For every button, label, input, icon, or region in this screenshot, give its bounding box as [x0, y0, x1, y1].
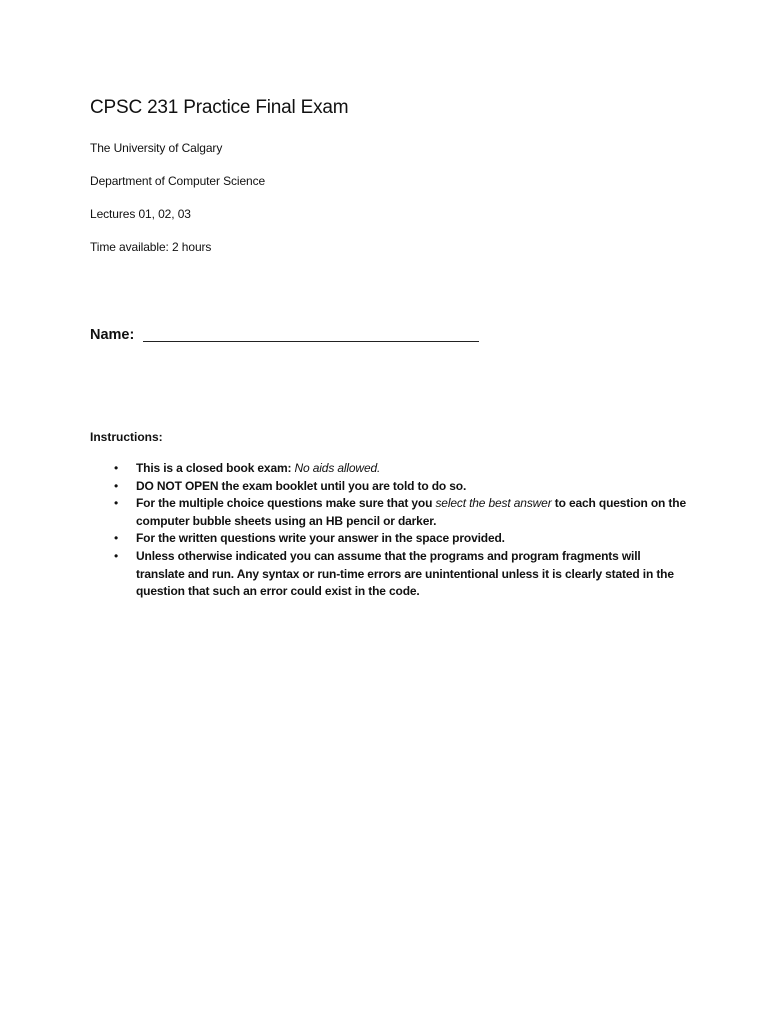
- instructions-heading: Instructions:: [90, 430, 163, 444]
- time-available: Time available: 2 hours: [90, 240, 212, 254]
- exam-title: CPSC 231 Practice Final Exam: [90, 97, 349, 118]
- bullet-icon: •: [114, 548, 119, 563]
- department-name: Department of Computer Science: [90, 174, 266, 188]
- lecture-sections: Lectures 01, 02, 03: [90, 207, 191, 221]
- instruction-text-end: .: [377, 461, 381, 475]
- instruction-text: For the multiple choice questions make sure that you: [136, 496, 436, 511]
- instruction-text: Unless otherwise indicated you can assume that the programs and program fragments will translate and run. Any syntax or run-time errors are unintentional unless it is clearly stated in the question that such an error could exist in the code.: [136, 548, 674, 599]
- instruction-emphasis: No aids allowed: [294, 461, 377, 475]
- name-label: Name:: [90, 327, 135, 343]
- bullet-icon: •: [114, 461, 119, 475]
- instruction-text: For the written questions write your answer in the space provided.: [136, 531, 505, 546]
- instructions-list: [90, 460, 690, 601]
- instruction-text: This is a closed book exam:: [136, 461, 295, 475]
- instruction-item: [90, 530, 690, 548]
- instruction-item: [90, 460, 690, 478]
- instruction-item: [90, 478, 690, 496]
- instruction-text-end: to each question on the computer bubble sheets using an HB pencil or darker.: [136, 496, 686, 528]
- university-name: The University of Calgary: [90, 141, 223, 155]
- instruction-text: DO NOT OPEN the exam booklet until you are told to do so.: [136, 478, 467, 493]
- bullet-icon: •: [114, 496, 119, 511]
- instruction-emphasis: select the best answer: [435, 496, 552, 511]
- bullet-icon: •: [114, 478, 119, 493]
- bullet-icon: •: [114, 531, 119, 546]
- instruction-item: [90, 495, 690, 530]
- instruction-item: [90, 548, 690, 601]
- name-blank-line[interactable]: [143, 341, 479, 342]
- name-field-row: [90, 325, 479, 345]
